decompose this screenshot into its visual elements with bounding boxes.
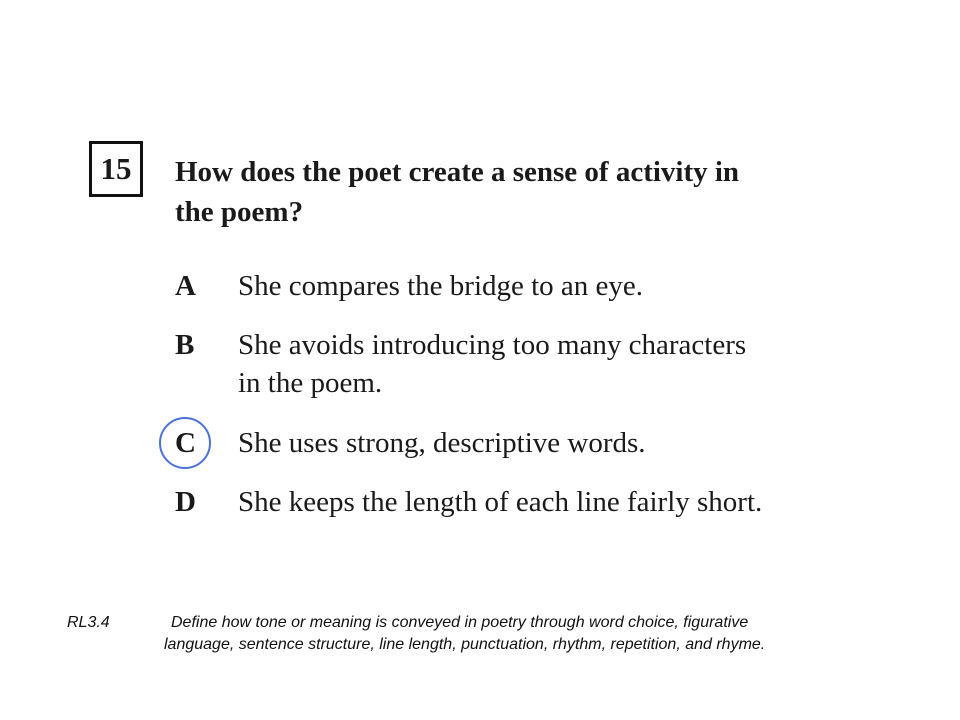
choice-text xyxy=(238,326,878,402)
question-stem-line-2: the poem? xyxy=(175,196,304,228)
standard-code: RL3.4 xyxy=(67,614,110,631)
standard-description-line-2: language, sentence structure, line length, punctuation, rhythm, repetition, and rhyme. xyxy=(164,636,766,653)
choice-letter: C xyxy=(175,427,196,459)
choice-letter: B xyxy=(175,329,195,361)
choice-text-line-2: in the poem. xyxy=(238,367,383,399)
question-number-text: 15 xyxy=(100,151,132,186)
standard-description xyxy=(164,612,884,656)
standard-description-line-1: Define how tone or meaning is conveyed in poetry through word choice, figurative xyxy=(171,614,749,631)
question-stem-line-1: How does the poet create a sense of activity in xyxy=(175,156,740,188)
choice-letter: D xyxy=(175,486,196,518)
choice-letter: A xyxy=(175,270,196,302)
choice-text: She compares the bridge to an eye. xyxy=(238,270,644,302)
question-stem xyxy=(175,152,895,232)
choice-text-line-1: She avoids introducing too many characters xyxy=(238,329,747,361)
choice-text: She keeps the length of each line fairly short. xyxy=(238,486,763,518)
question-number xyxy=(89,141,143,197)
choice-text: She uses strong, descriptive words. xyxy=(238,427,646,459)
